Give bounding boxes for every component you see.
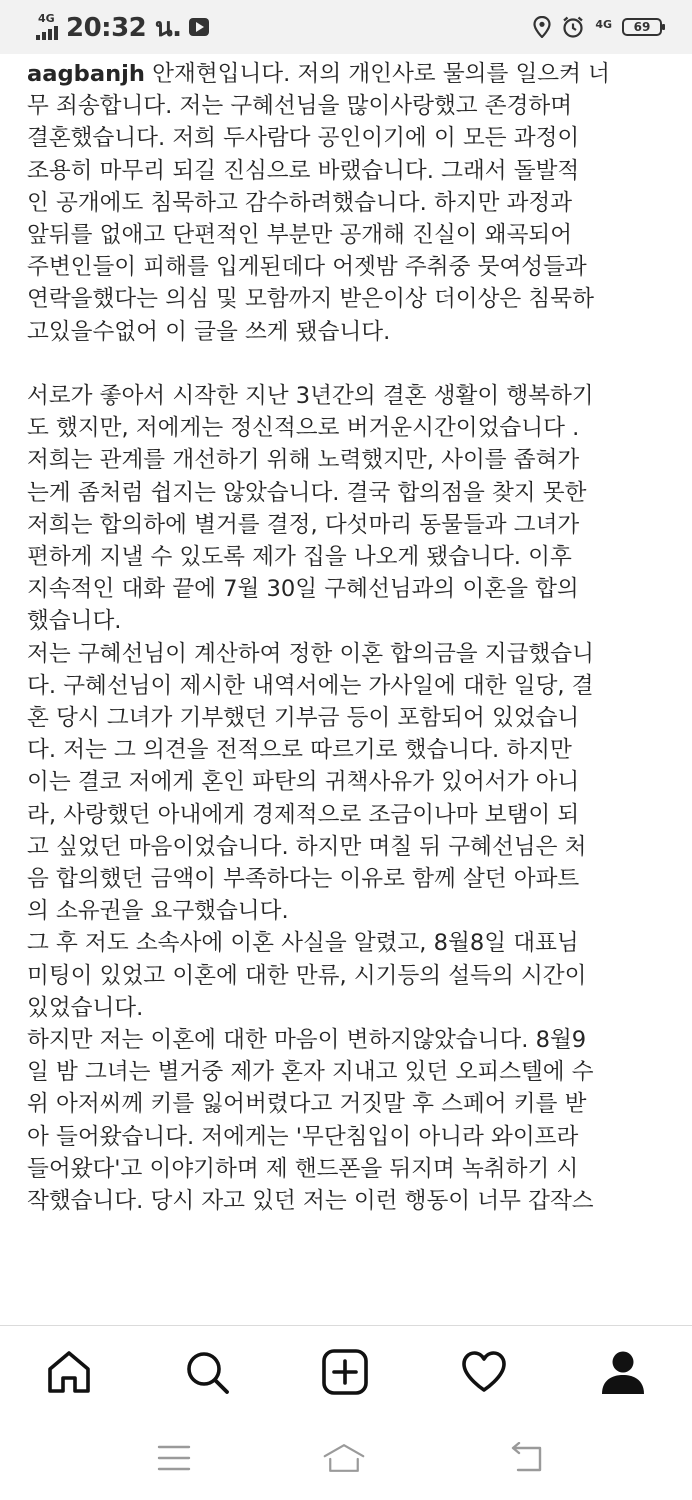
profile-icon: [599, 1348, 647, 1396]
caption-line: 미팅이 있었고 이혼에 대한 만류, 시기등의 설득의 시간이: [27, 962, 587, 989]
network-type-label: 4G: [38, 12, 55, 25]
caption-line: 다. 저는 그 의견을 전적으로 따르기로 했습니다. 하지만: [27, 737, 572, 764]
caption-line: 했습니다.: [27, 608, 122, 635]
new-post-tab[interactable]: [319, 1346, 371, 1398]
caption-line: 도 했지만, 저에게는 정신적으로 버거운시간이었습니다 .: [27, 415, 580, 442]
profile-tab[interactable]: [597, 1346, 649, 1398]
caption-paragraph-break: [27, 348, 673, 380]
caption-line: 서로가 좋아서 시작한 지난 3년간의 결혼 생활이 행복하기: [27, 383, 594, 410]
search-icon: [183, 1348, 231, 1396]
caption-line: 조용히 마무리 되길 진심으로 바랬습니다. 그래서 돌발적: [27, 157, 580, 184]
caption-line: 결혼했습니다. 저희 두사람다 공인이기에 이 모든 과정이: [27, 125, 580, 152]
caption-line: 고있을수없어 이 글을 쓰게 됐습니다.: [27, 318, 391, 345]
caption-line: 앞뒤를 없애고 단편적인 부분만 공개해 진실이 왜곡되어: [27, 222, 573, 249]
caption-line: 지속적인 대화 끝에 7월 30일 구혜선님과의 이혼을 합의: [27, 576, 579, 603]
post-caption: [27, 58, 673, 1217]
caption-line: 저는 구혜선님이 계산하여 정한 이혼 합의금을 지급했습니: [27, 640, 594, 667]
battery-icon: [622, 18, 662, 36]
recent-apps-button[interactable]: [152, 1441, 196, 1475]
heart-icon: [460, 1348, 508, 1396]
caption-line: 고 싶었던 마음이었습니다. 하지만 며칠 뒤 구혜선님은 처: [27, 833, 587, 860]
caption-line: 작했습니다. 당시 자고 있던 저는 이런 행동이 너무 갑작스: [27, 1188, 594, 1215]
caption-line: 혼 당시 그녀가 기부했던 기부금 등이 포함되어 있었습니: [27, 705, 580, 732]
caption-line: 저희는 합의하에 별거를 결정, 다섯마리 동물들과 그녀가: [27, 511, 580, 538]
back-arrow-icon: [506, 1442, 546, 1474]
caption-line: 다. 구혜선님이 제시한 내역서에는 가사일에 대한 일당, 결: [27, 672, 594, 699]
signal-icon: [36, 26, 58, 40]
caption-line: 그 후 저도 소속사에 이혼 사실을 알렸고, 8월8일 대표님: [27, 930, 579, 957]
caption-line: 들어왔다'고 이야기하며 제 핸드폰을 뒤지며 녹취하기 시: [27, 1155, 579, 1182]
activity-tab[interactable]: [458, 1346, 510, 1398]
system-navigation-bar: [0, 1417, 692, 1500]
caption-line: 위 아저씨께 키를 잃어버렸다고 거짓말 후 스페어 키를 받: [27, 1091, 587, 1118]
caption-line: 는게 좀처럼 쉽지는 않았습니다. 결국 합의점을 찾지 못한: [27, 479, 587, 506]
caption-line: 의 소유권을 요구했습니다.: [27, 898, 289, 925]
home-tab[interactable]: [43, 1346, 95, 1398]
caption-line: 인 공개에도 침묵하고 감수하려했습니다. 하지만 과정과: [27, 189, 573, 216]
search-tab[interactable]: [181, 1346, 233, 1398]
status-bar: [0, 0, 692, 54]
caption-line: 연락을했다는 의심 및 모함까지 받은이상 더이상은 침묵하: [27, 286, 594, 313]
battery-level: 69: [633, 20, 651, 34]
caption-line: 일 밤 그녀는 별거중 제가 혼자 지내고 있던 오피스텔에 수: [27, 1059, 594, 1086]
home-icon: [45, 1348, 93, 1396]
caption-line: 있었습니다.: [27, 994, 144, 1021]
caption-line: 하지만 저는 이혼에 대한 마음이 변하지않았습니다. 8월9: [27, 1027, 587, 1054]
alarm-icon: [561, 15, 585, 39]
caption-line: 주변인들이 피해를 입게된데다 어젯밤 주취중 뭇여성들과: [27, 254, 587, 281]
status-bar-left: [36, 7, 209, 48]
system-home-button[interactable]: [322, 1441, 366, 1475]
caption-line: 편하게 지낼 수 있도록 제가 집을 나오게 됐습니다. 이후: [27, 544, 572, 571]
caption-text: 안재현입니다. 저의 개인사로 물의를 일으켜 너: [145, 61, 610, 87]
network-type-right: 4G: [595, 17, 612, 31]
youtube-icon: [189, 18, 209, 36]
caption-line: 아 들어왔습니다. 저에게는 '무단침입이 아니라 와이프라: [27, 1123, 579, 1150]
home-outline-icon: [322, 1441, 366, 1475]
status-bar-right: [533, 15, 662, 39]
back-button[interactable]: [504, 1441, 548, 1475]
location-icon: [533, 16, 551, 38]
bottom-tab-bar: [0, 1325, 692, 1417]
post-username[interactable]: aagbanjh: [27, 61, 145, 87]
caption-line: 저희는 관계를 개선하기 위해 노력했지만, 사이를 좁혀가: [27, 447, 580, 474]
caption-first-line: [27, 58, 673, 90]
caption-line: 음 합의했던 금액이 부족하다는 이유로 함께 살던 아파트: [27, 866, 580, 893]
plus-square-icon: [321, 1348, 369, 1396]
caption-line: 이는 결코 저에게 혼인 파탄의 귀책사유가 있어서가 아니: [27, 769, 580, 796]
caption-line: 무 죄송합니다. 저는 구혜선님을 많이사랑했고 존경하며: [27, 93, 573, 120]
caption-line: 라, 사랑했던 아내에게 경제적으로 조금이나마 보탬이 되: [27, 801, 580, 828]
status-time: 20:32 น.: [66, 12, 182, 43]
menu-lines-icon: [156, 1443, 192, 1473]
